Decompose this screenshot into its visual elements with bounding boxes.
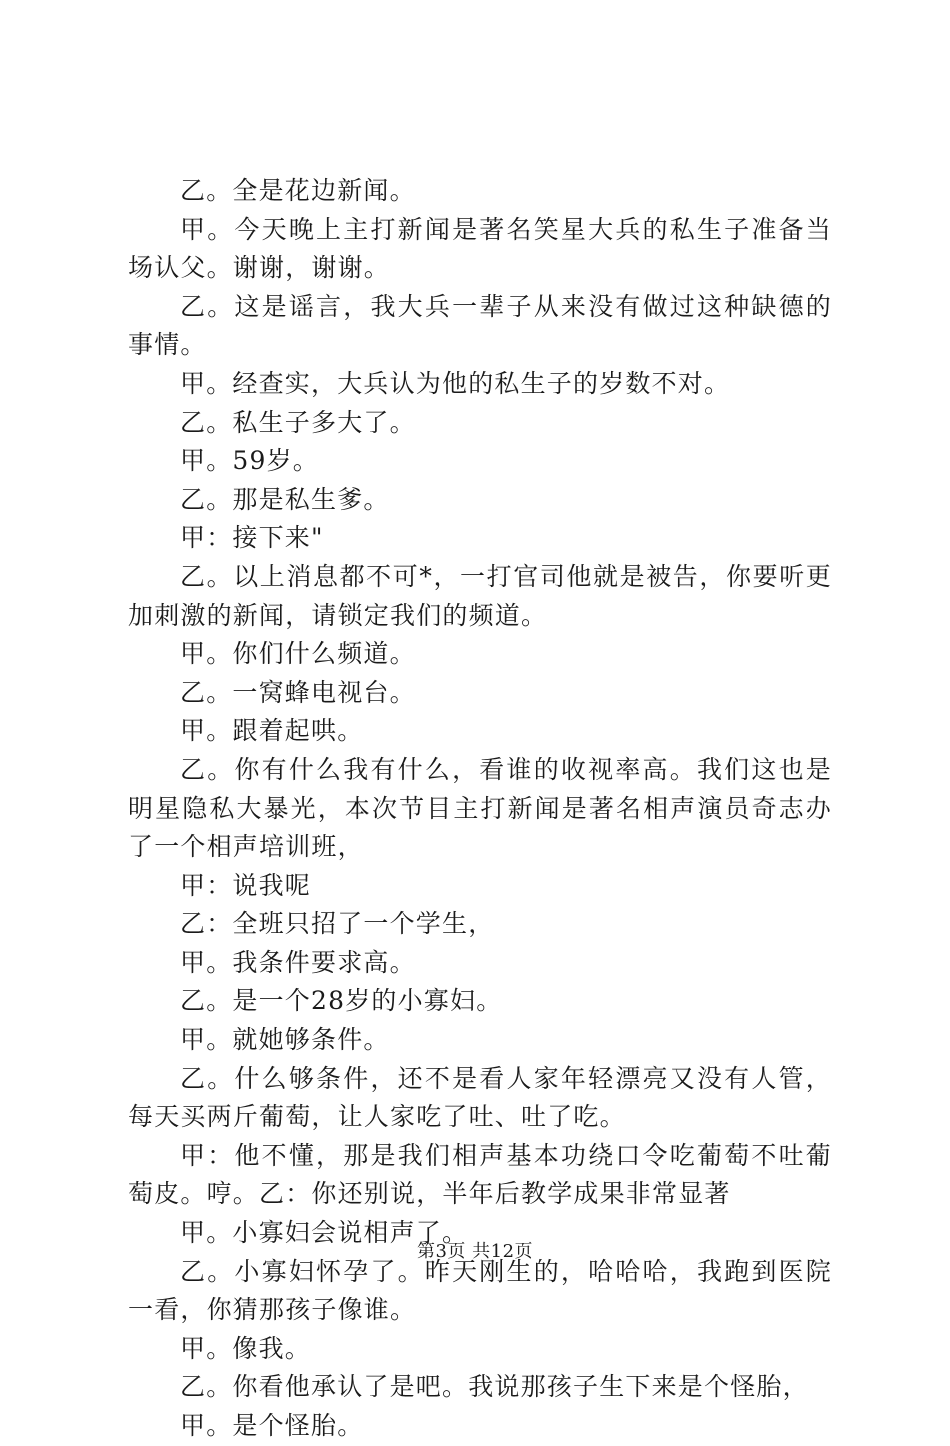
paragraph: 甲。跟着起哄。: [180, 716, 364, 746]
paragraph: 甲：接下来": [180, 523, 324, 553]
paragraph: 甲。你们什么频道。: [180, 639, 416, 669]
paragraph: 甲。小寡妇会说相声了。: [180, 1218, 469, 1248]
paragraph: 乙。以上消息都不可*，一打官司他就是被告，你要听更加刺激的新闻，请锁定我们的频道。: [128, 561, 832, 630]
paragraph: 乙。小寡妇怀孕了。昨天刚生的，哈哈哈，我跑到医院一看，你猜那孩子像谁。: [128, 1256, 832, 1325]
paragraph: 甲。59岁。: [180, 446, 320, 476]
paragraph: 甲。今天晚上主打新闻是著名笑星大兵的私生子准备当场认父。谢谢，谢谢。: [128, 214, 832, 283]
paragraph: 甲。经查实，大兵认为他的私生子的岁数不对。: [180, 368, 731, 398]
paragraph: 甲：说我呢: [180, 870, 312, 900]
paragraph: 甲。就她够条件。: [180, 1025, 390, 1055]
paragraph: 乙。这是谣言，我大兵一辈子从来没有做过这种缺德的事情。: [128, 291, 832, 360]
paragraph: 甲。是个怪胎。: [180, 1411, 364, 1440]
paragraph: 乙。全是花边新闻。: [180, 176, 416, 205]
paragraph: 甲。像我。: [180, 1333, 312, 1363]
page-number-footer: 第3页 共12页: [416, 1241, 534, 1262]
paragraph: 乙。一窝蜂电视台。: [180, 677, 416, 707]
paragraph: 乙。什么够条件，还不是看人家年轻漂亮又没有人管，每天买两斤葡萄，让人家吃了吐、吐了吃。: [128, 1063, 832, 1132]
paragraph: 乙。私生子多大了。: [180, 407, 416, 437]
paragraph: 乙。你看他承认了是吧。我说那孩子生下来是个怪胎，: [180, 1372, 809, 1402]
paragraph: 甲：他不懂，那是我们相声基本功绕口令吃葡萄不吐葡萄皮。哼。乙：你还别说，半年后教学成果非常显著: [128, 1140, 832, 1209]
paragraph: 乙：全班只招了一个学生，: [180, 909, 495, 939]
paragraph: 乙。你有什么我有什么，看谁的收视率高。我们这也是明星隐私大暴光，本次节目主打新闻是著名相声演员奇志办了一个相声培训班，: [128, 754, 832, 862]
paragraph: 乙。那是私生爹。: [180, 484, 390, 514]
paragraph: 乙。是一个28岁的小寡妇。: [180, 986, 503, 1016]
paragraph: 甲。我条件要求高。: [180, 947, 416, 977]
